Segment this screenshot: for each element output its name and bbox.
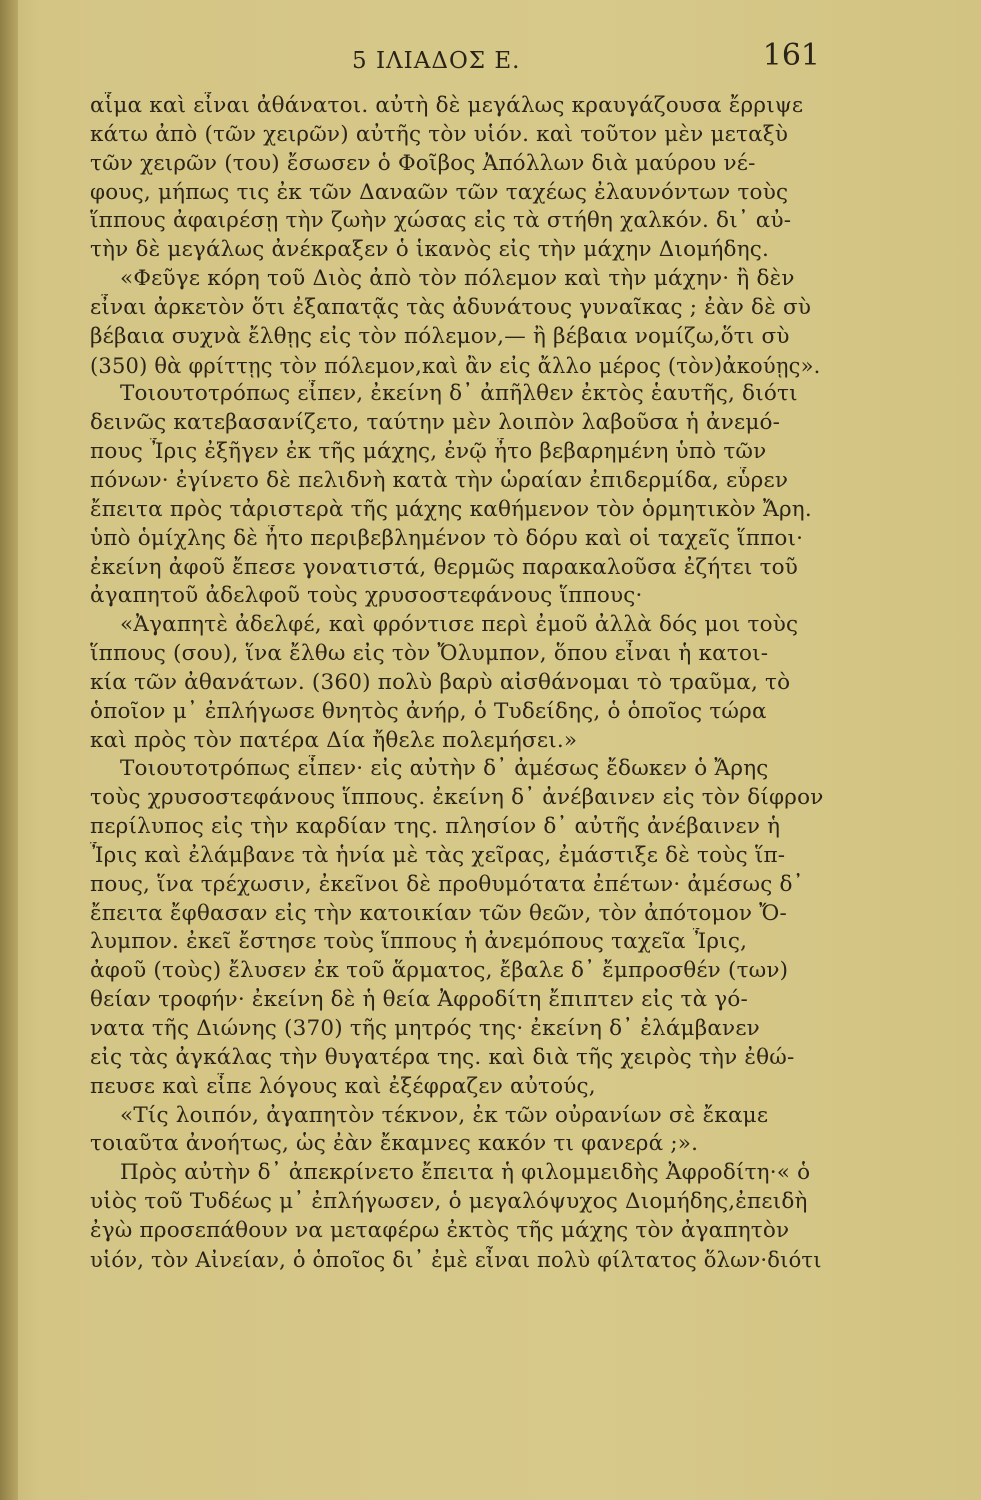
page-number: 161 <box>762 38 820 73</box>
text-line: τῶν χειρῶν (του) ἔσωσεν ὁ Φοῖβος Ἀπόλλων διὰ μαύρου νέ- <box>90 150 756 176</box>
text-line: περίλυπος εἰς τὴν καρδίαν της. πλησίον δ᾽ αὐτῆς ἀνέβαινεν ἡ <box>90 814 781 840</box>
text-line: (350) θὰ φρίττῃς τὸν πόλεμον,καὶ ἂν εἰς ἄλλο μέρος (τὸν)ἀκούῃς». <box>90 353 821 378</box>
text-line: νατα τῆς Διώνης (370) τῆς μητρός της· ἐκείνη δ᾽ ἐλάμβανεν <box>90 1016 760 1041</box>
body-text <box>90 92 824 1275</box>
text-line: τὴν δὲ μεγάλως ἀνέκραξεν ὁ ἱκανὸς εἰς τὴν μάχην Διομήδης. <box>90 237 770 263</box>
text-line: θείαν τροφήν· ἐκείνη δὲ ἡ θεία Ἀφροδίτη ἔπιπτεν εἰς τὰ γό- <box>90 987 748 1013</box>
text-line: τοιαῦτα ἀνοήτως, ὡς ἐὰν ἔκαμνες κακόν τι φανερά ;». <box>90 1131 699 1157</box>
text-line: λυμπον. ἐκεῖ ἔστησε τοὺς ἵππους ἡ ἀνεμόπους ταχεῖα Ἶρις, <box>90 929 748 955</box>
text-line: Τοιουτοτρόπως εἶπεν· εἰς αὐτὴν δ᾽ ἀμέσως ἔδωκεν ὁ Ἄρης <box>120 756 769 782</box>
text-line: «Τίς λοιπόν, ἀγαπητὸν τέκνον, ἐκ τῶν οὐρανίων σὲ ἔκαμε <box>120 1102 769 1128</box>
text-line: ἐγὼ προσεπάθουν να μεταφέρω ἐκτὸς τῆς μάχης τὸν ἀγαπητὸν <box>90 1217 790 1243</box>
running-title: 5 ΙΛΙΑΔΟΣ Ε. <box>352 48 521 74</box>
text-line: Τοιουτοτρόπως εἶπεν, ἐκείνη δ᾽ ἀπῆλθεν ἐκτὸς ἑαυτῆς, διότι <box>120 381 798 407</box>
text-line: υἱὸς τοῦ Τυδέως μ᾽ ἐπλήγωσεν, ὁ μεγαλόψυχος Διομήδης,ἐπειδὴ <box>90 1189 808 1215</box>
text-line: πους Ἶρις ἐξῆγεν ἐκ τῆς μάχης, ἐνῷ ἦτο βεβαρημένη ὑπὸ τῶν <box>90 439 767 465</box>
text-line: Ἶρις καὶ ἐλάμβανε τὰ ἡνία μὲ τὰς χεῖρας, ἐμάστιξε δὲ τοὺς ἵπ- <box>90 842 786 868</box>
text-line: ἔπειτα πρὸς τἀριστερὰ τῆς μάχης καθήμενον τὸν ὁρμητικὸν Ἄρη. <box>90 496 812 522</box>
text-line: ὑπὸ ὁμίχλης δὲ ἦτο περιβεβλημένον τὸ δόρυ καὶ οἱ ταχεῖς ἵπποι· <box>90 525 804 551</box>
text-line: ἀφοῦ (τοὺς) ἔλυσεν ἐκ τοῦ ἅρματος, ἔβαλε δ᾽ ἔμπροσθέν (των) <box>90 958 789 984</box>
text-line: πους, ἵνα τρέχωσιν, ἐκεῖνοι δὲ προθυμότατα ἐπέτων· ἀμέσως δ᾽ <box>90 871 804 897</box>
text-line: δεινῶς κατεβασανίζετο, ταύτην μὲν λοιπὸν λαβοῦσα ἡ ἀνεμό- <box>90 410 781 436</box>
text-line: ἵππους (σου), ἵνα ἔλθω εἰς τὸν Ὄλυμπον, ὅπου εἶναι ἡ κατοι- <box>90 641 769 667</box>
text-line: τοὺς χρυσοστεφάνους ἵππους. ἐκείνη δ᾽ ἀνέβαινεν εἰς τὸν δίφρον <box>90 785 824 811</box>
text-line: κάτω ἀπὸ (τῶν χειρῶν) αὐτῆς τὸν υἱόν. καὶ τοῦτον μὲν μεταξὺ <box>90 121 789 147</box>
text-line: εἶναι ἀρκετὸν ὅτι ἐξαπατᾷς τὰς ἀδυνάτους γυναῖκας ; ἐὰν δὲ σὺ <box>90 294 812 320</box>
text-line: ἵππους ἀφαιρέσῃ τὴν ζωὴν χώσας εἰς τὰ στήθη χαλκόν. δι᾽ αὐ- <box>90 208 792 234</box>
text-line: ἐκείνη ἀφοῦ ἔπεσε γονατιστά, θερμῶς παρακαλοῦσα ἐζήτει τοῦ <box>90 554 799 580</box>
text-line: βέβαια συχνὰ ἔλθῃς εἰς τὸν πόλεμον,— ἢ βέβαια νομίζω,ὅτι σὺ <box>90 323 790 349</box>
text-line: πόνων· ἐγίνετο δὲ πελιδνὴ κατὰ τὴν ὡραίαν ἐπιδερμίδα, εὗρεν <box>90 467 789 493</box>
text-line: ὁποῖον μ᾽ ἐπλήγωσε θνητὸς ἀνήρ, ὁ Τυδείδης, ὁ ὁποῖος τώρα <box>90 698 767 724</box>
running-header <box>90 38 820 82</box>
text-line: αἷμα καὶ εἶναι ἀθάνατοι. αὐτὴ δὲ μεγάλως κραυγάζουσα ἔρριψε <box>90 93 804 118</box>
text-line: καὶ πρὸς τὸν πατέρα Δία ἤθελε πολεμήσει.» <box>90 727 578 753</box>
text-line: «Φεῦγε κόρη τοῦ Διὸς ἀπὸ τὸν πόλεμον καὶ τὴν μάχην· ἢ δὲν <box>120 266 795 292</box>
text-line: εἰς τὰς ἀγκάλας τὴν θυγατέρα της. καὶ διὰ τῆς χειρὸς τὴν ἐθώ- <box>90 1044 795 1070</box>
text-line: κία τῶν ἀθανάτων. (360) πολὺ βαρὺ αἰσθάνομαι τὸ τραῦμα, τὸ <box>90 669 791 695</box>
text-line: υἱόν, τὸν Αἰνείαν, ὁ ὁποῖος δι᾽ ἐμὲ εἶναι πολὺ φίλτατος ὅλων·διότι <box>90 1247 822 1272</box>
text-line: ἀγαπητοῦ ἀδελφοῦ τοὺς χρυσοστεφάνους ἵππους· <box>90 583 643 609</box>
text-line: Πρὸς αὐτὴν δ᾽ ἀπεκρίνετο ἔπειτα ἡ φιλομμειδὴς Ἀφροδίτη·« ὁ <box>120 1160 811 1186</box>
text-line: «Ἀγαπητὲ ἀδελφέ, καὶ φρόντισε περὶ ἐμοῦ ἀλλὰ δός μοι τοὺς <box>120 612 799 638</box>
text-line: πευσε καὶ εἶπε λόγους καὶ ἐξέφραζεν αὐτούς, <box>90 1073 596 1099</box>
text-line: φους, μήπως τις ἐκ τῶν Δαναῶν τῶν ταχέως ἐλαυνόντων τοὺς <box>90 179 789 205</box>
page-spine-shadow <box>0 0 18 1500</box>
text-line: ἔπειτα ἔφθασαν εἰς τὴν κατοικίαν τῶν θεῶν, τὸν ἀπότομον Ὄ- <box>90 900 787 926</box>
